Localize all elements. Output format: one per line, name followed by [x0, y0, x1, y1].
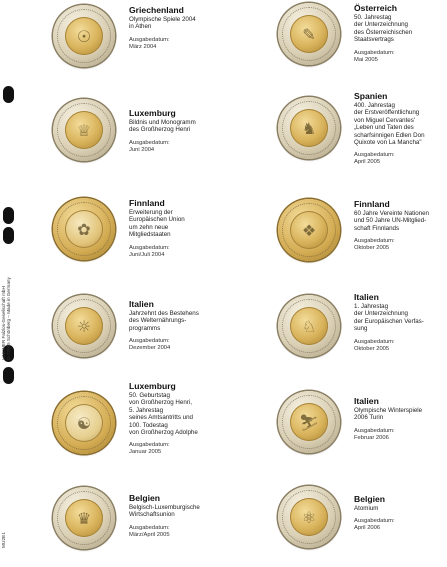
- issue-date-label: Ausgabedatum:: [354, 49, 395, 56]
- coin-slot: [278, 292, 447, 375]
- coin-slot: [278, 199, 447, 279]
- issue-date: April 2006: [354, 525, 381, 532]
- coin-slot: [53, 487, 253, 567]
- issue-date: Dezember 2004: [129, 345, 171, 352]
- coin-description: 50. Jahrestag der Unterzeichnung des Österreichischen Staatsvertrags: [354, 14, 413, 44]
- coin-slot: [53, 198, 253, 278]
- coin-slot: [53, 295, 253, 375]
- binder-hole: [3, 367, 14, 384]
- issue-date-label: Ausgabedatum:: [354, 152, 395, 159]
- coin-slot: [278, 391, 447, 471]
- coin-slot: [53, 5, 253, 85]
- treaty-document-icon: ✎: [302, 24, 316, 44]
- coin-description: Atomium: [354, 505, 379, 512]
- coin-slot: [278, 91, 447, 177]
- coin-description: Bildnis und Monogramm des Großherzog Henri: [129, 119, 196, 134]
- europa-bull-icon: ♘: [301, 316, 317, 336]
- issue-date: Oktober 2005: [354, 245, 390, 252]
- globe-wheat-icon: ☼: [76, 316, 92, 336]
- portrait-monogram-icon: ♕: [76, 120, 92, 140]
- issue-date: Februar 2006: [354, 434, 389, 441]
- pillar-plant-icon: ✿: [77, 219, 91, 239]
- atomium-icon: ⚛: [301, 507, 317, 527]
- double-portrait-icon: ☯: [76, 413, 92, 433]
- issue-date-label: Ausgabedatum:: [129, 524, 170, 531]
- two-kings-icon: ♛: [76, 508, 92, 528]
- publisher-line: D-72555 Schönberg – Made in Germany: [6, 277, 12, 360]
- issue-date-label: Ausgabedatum:: [129, 36, 170, 43]
- coin-country: Spanien: [354, 91, 388, 101]
- issue-date: Juni 2004: [129, 146, 155, 153]
- coin-image: [53, 487, 115, 549]
- coin-description: Jahrzehnt des Bestehens des Welternährungs- programms: [129, 310, 199, 332]
- issue-date-label: Ausgabedatum:: [354, 518, 395, 525]
- coin-slot: [278, 486, 447, 566]
- issue-date: Januar 2005: [129, 449, 162, 456]
- issue-date-label: Ausgabedatum:: [354, 238, 395, 245]
- coin-slot: [53, 381, 253, 472]
- coin-description: Erweiterung der Europäischen Union um zehn neue Mitgliedstaaten: [129, 209, 185, 239]
- coin-country: Luxemburg: [129, 381, 176, 391]
- issue-date: Juni/Juli 2004: [129, 251, 165, 258]
- coin-image: [278, 295, 340, 357]
- issue-date-label: Ausgabedatum:: [354, 427, 395, 434]
- coin-description: 1. Jahrestag der Unterzeichnung der Europäischen Verfas- sung: [354, 303, 424, 333]
- publisher-line: LINDNER Falzlos-Gesellschaft mbH: [1, 286, 6, 360]
- coin-description: 60 Jahre Vereinte Nationen und 50 Jahre UN-Mitglied- schaft Finnlands: [354, 210, 429, 232]
- coin-image: [278, 391, 340, 453]
- binder-hole: [3, 86, 14, 103]
- coin-image: [278, 199, 340, 261]
- coin-description: 400. Jahrestag der Erstveröffentlichung von Miguel Cervantes' „Leben und Taten des scharfsinnigen Edlen Don Quixote von La Mancha": [354, 102, 425, 147]
- coin-country: Belgien: [129, 493, 161, 503]
- issue-date-label: Ausgabedatum:: [354, 338, 395, 345]
- coin-country: Finnland: [354, 199, 390, 209]
- coin-country: Italien: [129, 299, 154, 309]
- coin-image: [278, 3, 340, 65]
- dove-puzzle-icon: ❖: [301, 220, 317, 240]
- issue-date-label: Ausgabedatum:: [129, 338, 170, 345]
- issue-date-label: Ausgabedatum:: [129, 139, 170, 146]
- coin-country: Luxemburg: [129, 108, 176, 118]
- coin-image: [53, 198, 115, 260]
- coin-description: 50. Geburtstag von Großherzog Henri, 5. Jahrestag seines Amtsantritts und 100. Todestag von Großherzog Adolphe: [129, 392, 198, 437]
- issue-date-label: Ausgabedatum:: [129, 442, 170, 449]
- coin-image: [53, 99, 115, 161]
- issue-date: Mai 2005: [354, 56, 378, 63]
- coin-country: Österreich: [354, 3, 397, 13]
- coin-description: Olympische Spiele 2004 in Athen: [129, 16, 196, 31]
- issue-date: Oktober 2005: [354, 345, 390, 352]
- coin-country: Italien: [354, 396, 379, 406]
- olympic-discus-icon: ☉: [76, 26, 92, 46]
- don-quixote-icon: ♞: [301, 118, 317, 138]
- coin-image: [53, 392, 115, 454]
- issue-date: März/April 2005: [129, 531, 170, 538]
- coin-image: [53, 5, 115, 67]
- sheet-code: MU2E1: [2, 532, 7, 548]
- coin-description: Olympische Winterspiele 2006 Turin: [354, 407, 423, 422]
- coin-description: Belgisch-Luxemburgische Wirtschaftsunion: [129, 504, 200, 519]
- coin-country: Griechenland: [129, 5, 184, 15]
- coin-slot: [278, 3, 447, 83]
- skier-icon: ⛷: [298, 412, 320, 432]
- coin-image: [53, 295, 115, 357]
- coin-image: [278, 97, 340, 159]
- coin-country: Finnland: [129, 198, 165, 208]
- issue-date-label: Ausgabedatum:: [129, 244, 170, 251]
- coin-image: [278, 486, 340, 548]
- coin-slot: [53, 99, 253, 179]
- coin-country: Italien: [354, 292, 379, 302]
- issue-date: April 2005: [354, 159, 381, 166]
- issue-date: März 2004: [129, 43, 157, 50]
- coin-country: Belgien: [354, 494, 386, 504]
- publisher-imprint: [1, 200, 12, 360]
